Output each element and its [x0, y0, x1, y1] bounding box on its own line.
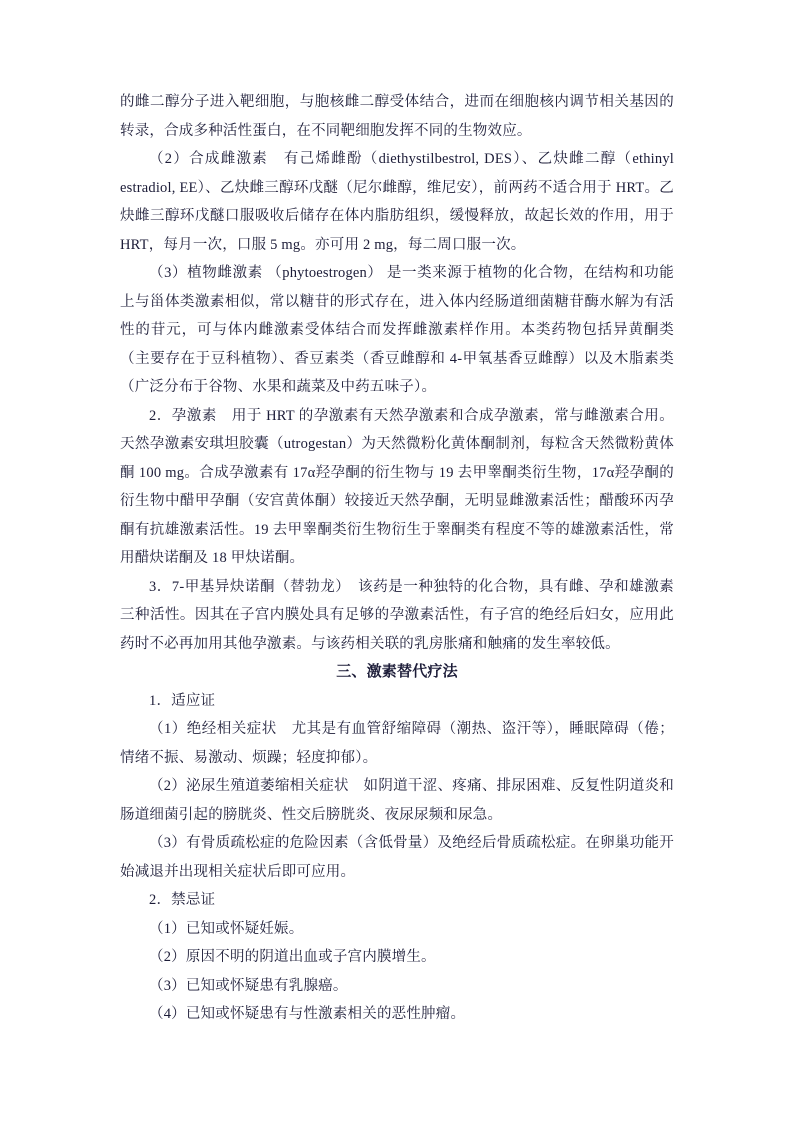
list-item: （3）已知或怀疑患有乳腺癌。 — [149, 977, 348, 994]
section-heading: 三、激素替代疗法 — [336, 664, 458, 680]
page-content — [120, 88, 674, 1029]
list-item: （1）已知或怀疑妊娠。 — [149, 920, 304, 937]
paragraph: 3．7-甲基异炔诺酮（替勃龙） 该药是一种独特的化合物，具有雌、孕和雄激素三种活性。因其在子宫内膜处具有足够的孕激素活性，有子宫的绝经后妇女，应用此药时不必再加用其他孕激素。与该药相关联的乳房胀痛和触痛的发生率较低。 — [120, 578, 674, 652]
list-item: （1）绝经相关症状 尤其是有血管舒缩障碍（潮热、盗汗等），睡眠障碍（倦；情绪不振、易激动、烦躁；轻度抑郁）。 — [120, 721, 674, 766]
list-item: 1．适应证 — [149, 692, 216, 709]
list-item: 2．禁忌证 — [149, 892, 216, 908]
list-item: （4）已知或怀疑患有与性激素相关的恶性肿瘤。 — [149, 1006, 466, 1022]
list-item: （2）泌尿生殖道萎缩相关症状 如阴道干涩、疼痛、排尿困难、反复性阴道炎和肠道细菌引起的膀胱炎、性交后膀胱炎、夜尿尿频和尿急。 — [120, 778, 674, 823]
paragraph: （2）合成雌激素 有己烯雌酚（diethystilbestrol, DES）、乙炔雌二醇（ethinyl estradiol, EE）、乙炔雌三醇环戊醚（尼尔雌醇，维尼安），前两药不适合用于 HRT。乙炔雌三醇环戊醚口服吸收后储存在体内脂肪组织，缓慢释放，故起长效的作用，用于 HRT，每月一次，口服 5 mg。亦可用 2 mg，每二周口服一次。 — [120, 151, 674, 253]
paragraph: 2．孕激素 用于 HRT 的孕激素有天然孕激素和合成孕激素，常与雌激素合用。天然孕激素安琪坦胶囊（utrogestan）为天然微粉化黄体酮制剂，每粒含天然微粉黄体酮 100 mg。合成孕激素有 17α羟孕酮的衍生物与 19 去甲睾酮类衍生物，17α羟孕酮的衍生物中醋甲孕酮（安宫黄体酮）较接近天然孕酮，无明显雌激素活性；醋酸环丙孕酮有抗雄激素活性。19 去甲睾酮类衍生物衍生于睾酮类有程度不等的雄激素活性，常用醋炔诺酮及 18 甲炔诺酮。 — [120, 407, 674, 566]
paragraph: 的雌二醇分子进入靶细胞，与胞核雌二醇受体结合，进而在细胞核内调节相关基因的转录，合成多种活性蛋白，在不同靶细胞发挥不同的生物效应。 — [120, 94, 674, 139]
list-item: （3）有骨质疏松症的危险因素（含低骨量）及绝经后骨质疏松症。在卵巢功能开始减退并出现相关症状后即可应用。 — [120, 835, 674, 880]
paragraph: （3）植物雌激素 （phytoestrogen） 是一类来源于植物的化合物，在结构和功能上与甾体类激素相似，常以糖苷的形式存在，进入体内经肠道细菌糖苷酶水解为有活性的苷元，可与体内雌激素受体结合而发挥雌激素样作用。本类药物包括异黄酮类（主要存在于豆科植物）、香豆素类（香豆雌醇和 4-甲氧基香豆雌醇）以及木脂素类（广泛分布于谷物、水果和蔬菜及中药五味子）。 — [120, 265, 674, 395]
list-item: （2）原因不明的阴道出血或子宫内膜增生。 — [149, 949, 436, 965]
